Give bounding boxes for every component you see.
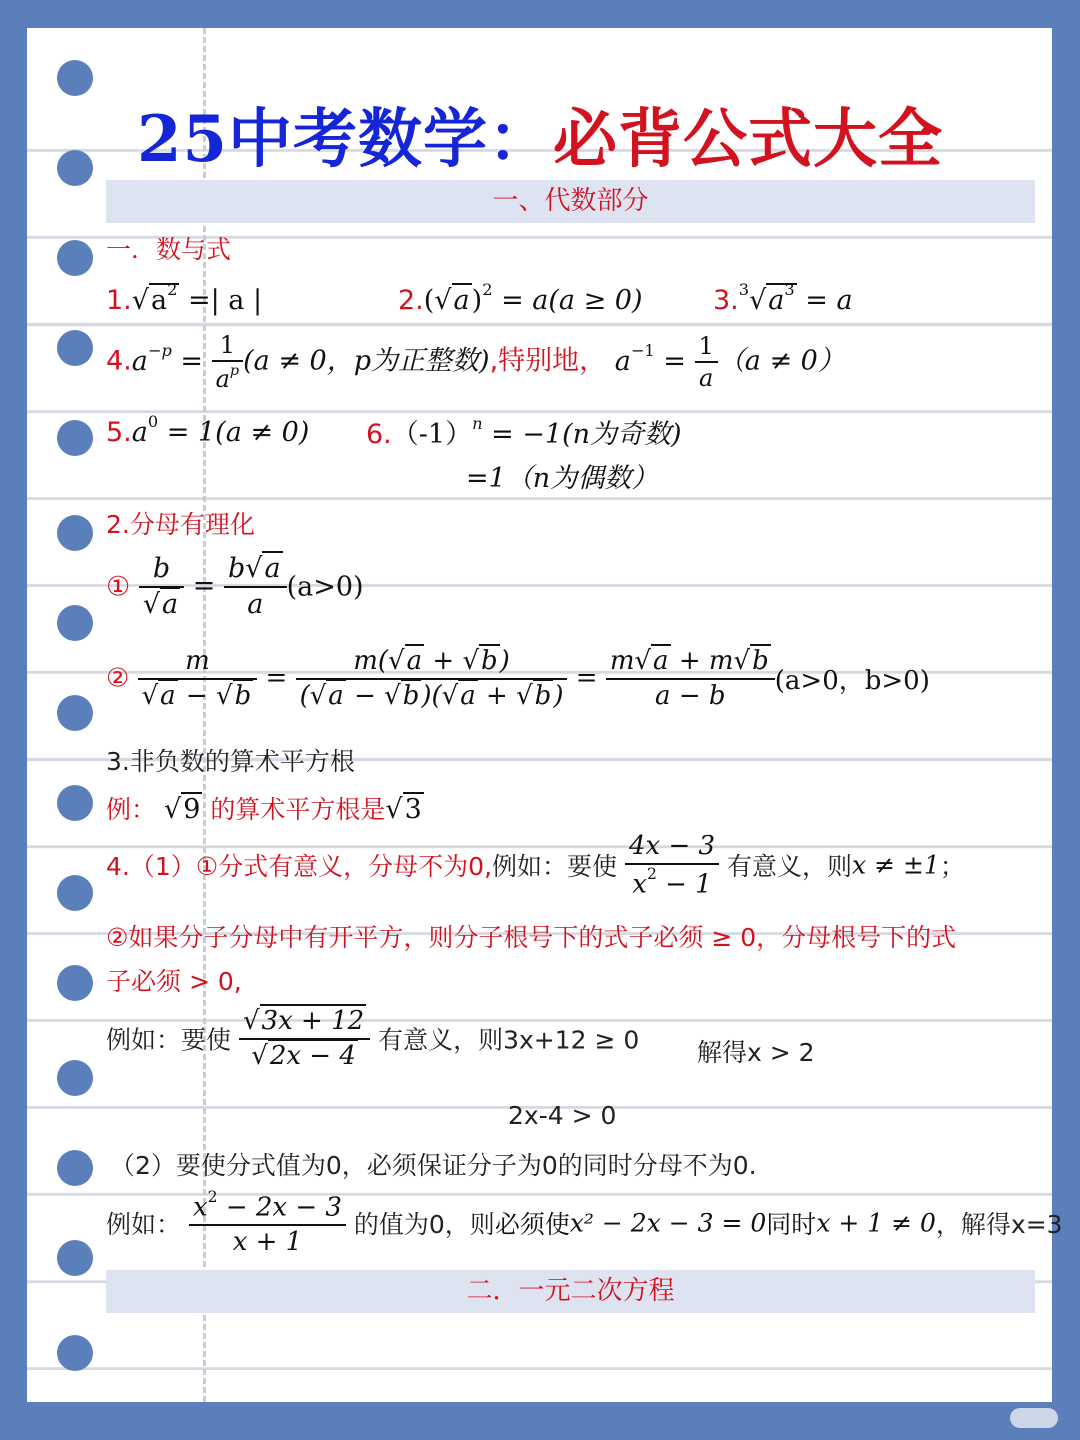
rationalize-formula-1: ① $\frac{b}{√a}$ = $\frac{b√a}{a}$ (a>0) [106, 553, 364, 620]
formula-6-lhs: （-1） [391, 419, 473, 450]
example-label: 例如：要使 [106, 1025, 232, 1055]
example-text: 有意义，则 [727, 852, 853, 882]
example-label: 例如： [106, 1210, 182, 1240]
item-marker: ② [106, 663, 130, 694]
formula-6: $6.(-1)^n = -1(n$为奇数) [366, 414, 682, 450]
section-banner-quadratic: 二．一元二次方程 [106, 1270, 1035, 1313]
formula-5: $5.a^0 = 1(a \ne 0)$ [106, 412, 310, 448]
formula-5-rhs: = 1(a ≠ 0) [158, 416, 310, 448]
example-text: 的值为0，则 [353, 1210, 495, 1240]
binder-hole [57, 1150, 93, 1186]
formula-number: 4. [106, 345, 132, 377]
subsection-heading: 一．数与式 [106, 235, 232, 264]
solution: ，解得x=3 [935, 1210, 1063, 1240]
binder-hole [57, 605, 93, 641]
binder-hole [57, 785, 93, 821]
condition: (a>0) [286, 571, 364, 603]
formula-4b-condition: （a ≠ 0） [717, 345, 845, 377]
example-text: 的算术平方根是 [210, 795, 386, 824]
section-banner-algebra: 一、代数部分 [106, 180, 1035, 223]
formula-4-condition: (a ≠ 0，p为正整数) [243, 345, 490, 377]
binder-hole [57, 875, 93, 911]
binder-hole [57, 695, 93, 731]
example-math: x ≠ ±1 [852, 850, 940, 880]
formula-number: 1. [106, 284, 132, 316]
formula-3: $3.^3√a^3 = a$ [713, 280, 853, 316]
formula-number: 3. [713, 284, 739, 316]
title-part-1: 25中考数学： [136, 102, 554, 177]
binder-hole [57, 420, 93, 456]
formula-2: $2.(√a)^2 = a(a \ge 0)$ [398, 280, 643, 316]
formula-1: $1.√a^2$ =| a | [106, 280, 263, 316]
example-text: 同时 [766, 1210, 817, 1240]
fraction-rule-zero: （2）要使分式值为0，必须保证分子为0的同时分母不为0. [110, 1151, 757, 1180]
fraction-rule-1: 4.（1）①分式有意义，分母不为0,例如：要使 $\frac{4x - 3}{x^2 - 1}$ 有意义，则x ≠ ±1； [106, 831, 965, 899]
example-text: 有意义，则3x+12 ≥ 0 [378, 1025, 640, 1055]
title-part-2: 必背公式大全 [553, 102, 944, 177]
sqrt-example: 例： √9 的算术平方根是√3 [106, 794, 422, 825]
fraction-example-2: 例如：要使 $\frac{√3x + 12}{√2x - 4}$ 有意义，则3x+12 ≥ 0 [106, 1006, 640, 1071]
condition-2: 2x-4 > 0 [508, 1101, 617, 1130]
rationalize-formula-2: ② $\frac{m}{√a - √b}$ = $\frac{m(√a + √b)}{(√a - √b)(√a + √b)}$ = $\frac{m√a + m√b}{a - b}$ (a>0，b>0) [106, 646, 930, 711]
punctuation: ； [939, 852, 965, 882]
example-math: x² − 2x − 3 = 0 [569, 1208, 767, 1238]
example-label: 例如：要使 [492, 852, 618, 882]
example-math: x + 1 ≠ 0 [816, 1208, 936, 1238]
example-text: 必须使 [494, 1210, 570, 1240]
formula-6-case-2: =1（n为偶数） [466, 463, 659, 494]
watermark-badge [1010, 1408, 1058, 1428]
rule-text: 4.（1）①分式有意义，分母不为0, [106, 852, 493, 882]
special-note: ,特别地， [489, 345, 607, 377]
subsection-heading: 2.分母有理化 [106, 510, 255, 539]
binder-hole [57, 330, 93, 366]
solution: 解得x > 2 [697, 1038, 815, 1067]
formula-4: $4.a^{-p}$ = $\frac{1}{a^p}$ (a ≠ 0，p为正整数),特别地， $a^{-1}$ = $\frac{1}{a}$ （a ≠ 0） [106, 331, 845, 394]
formula-6-rhs: = −1(n为奇数) [482, 419, 682, 450]
condition: (a>0，b>0) [774, 666, 930, 696]
binder-hole [57, 1240, 93, 1276]
binder-hole [57, 1060, 93, 1096]
example-label: 例： [106, 795, 157, 824]
formula-number: 6. [366, 419, 392, 450]
subsection-heading: 3.非负数的算术平方根 [106, 747, 355, 776]
fraction-rule-2: ②如果分子分母中有开平方，则分子根号下的式子必须 ≥ 0，分母根号下的式 [106, 923, 957, 952]
binder-hole [57, 1335, 93, 1371]
page-title [0, 88, 1080, 180]
formula-number: 5. [106, 416, 132, 448]
binder-hole [57, 515, 93, 551]
fraction-example-3: 例如： $\frac{x^2 - 2x - 3}{x + 1}$ 的值为0，则必须使x² − 2x − 3 = 0同时x + 1 ≠ 0，解得x=3 [106, 1188, 1063, 1257]
item-marker: ① [106, 571, 131, 603]
formula-number: 2. [398, 284, 424, 316]
binder-hole [57, 965, 93, 1001]
fraction-rule-2-cont: 子必须 > 0, [106, 967, 242, 996]
binder-hole [57, 240, 93, 276]
